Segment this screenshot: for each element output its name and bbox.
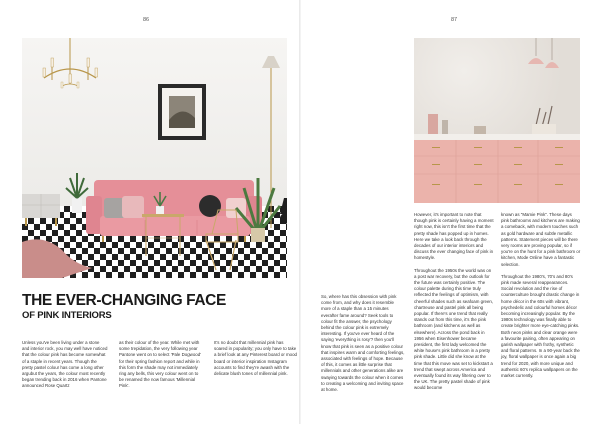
page-gutter xyxy=(299,0,301,424)
text-column-5 xyxy=(414,212,494,392)
kitchen-illustration xyxy=(414,38,580,203)
floor-lamp xyxy=(262,56,280,228)
paragraph: Throughout the 1980's, 70's and 80's pink made several reappearances. Social revolution and the rise of counterculture brought drastic change in home décor in the 60s with vibrant, psychedelic and colourful homes décor becoming increasingly popular. By the 1980s technology was finally able to create brighter more eye-catching pinks. Both neon pinks and clear orange were a favourite pairing, often appearing on garish wallpaper with frothy, synthetic and floral patterns. In a 90-year back the joy, floral wallpaper is once again a big trend for 2020, with more unique and authentic 60's replica wallpapers on the market currently. xyxy=(501,273,580,379)
page-number-left: 86 xyxy=(143,17,150,23)
living-room-illustration xyxy=(22,38,287,278)
paragraph: Throughout the 1950s the world was on a post war recovery, but the outlook for the future was certainly positive. The colour palette during this time truly reflected the feelings of optimism, with cheerful shades such as seafoam green, chartreuse and pastel pink all being popular. If there's one trend that really stands out from this time, it's the pink bathroom (and kitchens as well as elsewhere). Across the pond back in 1956 when Eisenhower became president, the first lady welcomed the white house's pink bathroom in a pretty pink shade. Little did she know at the time that this move was set to kickstart a trend that swept across America and eventually found its way filtering over to the UK. The pretty pastel shade of pink would become xyxy=(414,267,494,391)
text-column-4 xyxy=(321,294,405,393)
pink-sofa-living-room-photo xyxy=(22,38,287,278)
pink-throw-blanket xyxy=(22,239,92,278)
article-title: THE EVER-CHANGING FACE xyxy=(22,292,226,309)
text-column-6 xyxy=(501,212,581,379)
paragraph: Unless you've been living under a stone and interior rock, you may well have noticed that the colour pink has become somewhat of a staple in recent years. Though the pretty pastel colour has come a long other argubut the years, the colour most recently began trending back in 2016 when Pantone announced Rose Quartz xyxy=(22,340,108,389)
paragraph: So, where has this obsession with pink come from, and why does it resemble more of a staple than a 15 minutes everafter fame around? Seek tools to colour fit the answer, the psychology behind the colour pink is extremely interesting. If you've ever heard of the saying 'everything is rosy'? then you'll know that pink is seen as a positive colour that inspires warm and comforting feelings, associated with feelings of hope. Because of this, it comes as little surprise that millennials and other generations alike are swaying towards the colour when it comes to creating a welcoming and inviting space at home. xyxy=(321,294,405,393)
article-subtitle: OF PINK INTERIORS xyxy=(22,310,112,321)
page-number-right: 87 xyxy=(451,17,458,23)
pendant-lights xyxy=(528,38,559,68)
text-column-3 xyxy=(214,340,298,377)
countertop-items xyxy=(428,106,556,134)
text-column-2 xyxy=(119,340,203,390)
article-headline xyxy=(22,293,302,321)
pink-kitchen-cabinets xyxy=(414,140,580,203)
left-side-cabinet xyxy=(22,194,60,226)
marble-countertop xyxy=(414,134,580,140)
framed-wall-art xyxy=(158,84,206,140)
paragraph: It's no doubt that millennial pink has soared in popularity; you only have to take a brief look at any Pinterest board or mood board or interior inspiration Instagram accounts to find they're awash with the delicate blush tones of millennial pink. xyxy=(214,340,297,377)
paragraph: as their colour of the year. While met with some trepidation, the very following year Pantone went on to select 'Pale Dogwood' for their spring fashion report and while in this form the shade may not immediately ring any bells, this very colour went on to be renamed the now famous 'Millennial Pink'. xyxy=(119,340,201,389)
potted-plant-left xyxy=(66,173,88,213)
text-column-1 xyxy=(22,340,108,390)
paragraph: known as "Mamie Pink". These days pink bathrooms and kitchens are making a comeback, with modern touches such as gold hardware and subtle metallic patterns. Statement pieces will be there very rooms are proving popular, so if you're on the hunt for a pink bathroom or kitchen, Mode Online have a fantastic selection. xyxy=(501,212,581,267)
black-table-lamp xyxy=(280,198,287,224)
pink-kitchen-cabinets-photo xyxy=(414,38,580,203)
brass-chandelier xyxy=(43,38,98,88)
paragraph: However, it's important to note that though pink is certainly having a moment right now, this isn't the first time that the pretty shade has popped up in homes. Here we take a look back through the decades of our interior interiors and discuss the ever changing face of pink in homestyle. xyxy=(414,212,494,261)
